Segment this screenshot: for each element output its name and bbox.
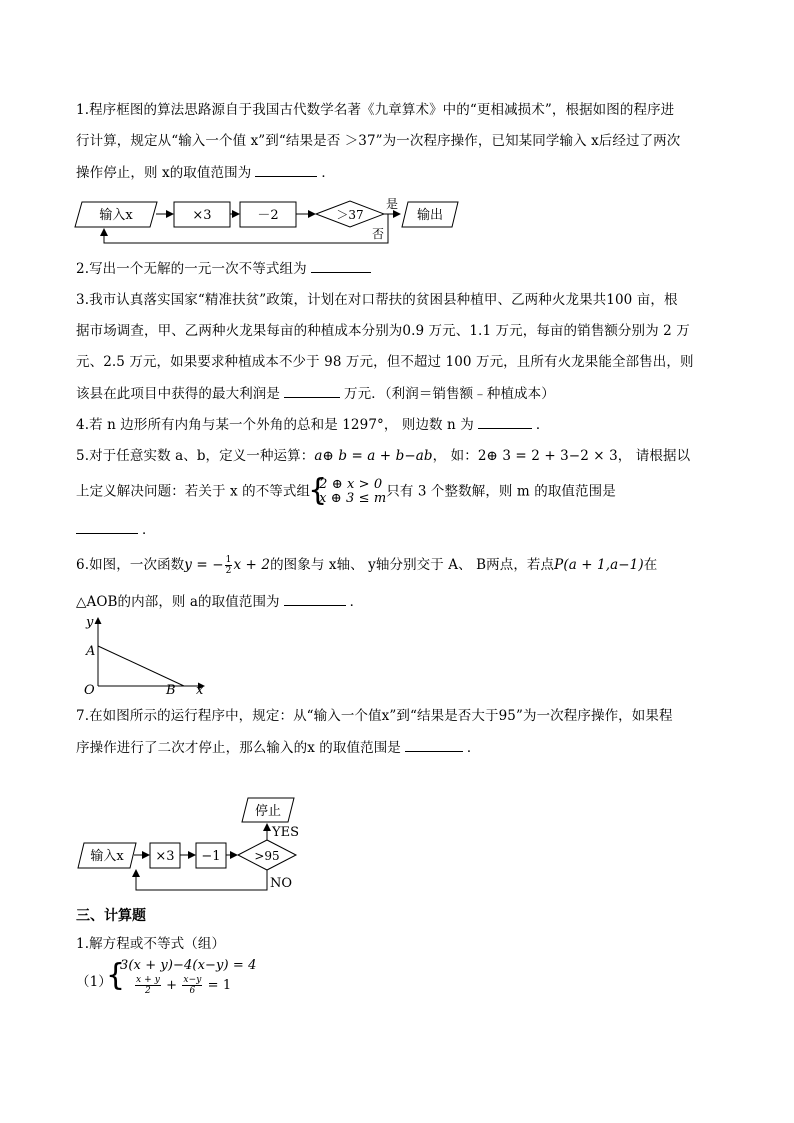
q2-line: 2.写出一个无解的一元一次不等式组为 (76, 259, 375, 278)
yes-label: 是 (386, 197, 399, 211)
point-a-label: A (86, 644, 96, 659)
answer-blank (405, 738, 463, 752)
x-axis-label: x (196, 683, 204, 698)
q7-line2: 序操作进行了二次才停止，那么输入的x 的取值范围是 ． (76, 740, 481, 756)
y-axis-label: y (86, 615, 94, 630)
fraction: $\frac{1}{2}$ (225, 555, 232, 576)
subtract-box (196, 843, 226, 868)
multiply-box (150, 843, 180, 868)
answer-blank (284, 592, 346, 606)
svg-text:＞37: ＞37 (336, 208, 364, 222)
no-label: 否 (372, 227, 385, 241)
point-b-label: B (166, 683, 176, 698)
stop-box (242, 798, 294, 822)
svg-text:×3: ×3 (155, 849, 175, 864)
input-box (75, 202, 157, 227)
svg-text:−1: −1 (201, 849, 221, 864)
svg-text:输入x: 输入x (99, 208, 133, 223)
q5-line2: 上定义解决问题：若关于 x 的不等式组 { 2 ⊕ x > 0 x ⊕ 3 ≤ m 只有 3 个整数解，则 m 的取值范围是 (76, 473, 616, 508)
condition-diamond (238, 840, 296, 870)
svg-text:>95: >95 (254, 849, 280, 863)
q6-graph (76, 612, 216, 698)
q3-line1: 3.我市认真落实国家“精准扶贫”政策，计划在对口帮扶的贫困县种植甲、乙两种火龙果共100 亩，根 (76, 292, 678, 308)
q7-flowchart (72, 790, 342, 894)
answer-blank (478, 415, 532, 429)
yes-label: YES (272, 825, 299, 840)
answer-blank (311, 259, 371, 273)
svg-text:输出: 输出 (416, 208, 444, 223)
brace: { (106, 958, 126, 993)
origin-label: O (84, 683, 95, 698)
answer-blank (284, 384, 340, 398)
inequality-system: { 2 ⊕ x > 0 x ⊕ 3 ≤ m (308, 473, 387, 508)
answer-blank (76, 520, 138, 534)
input-box (78, 843, 136, 868)
q1-line1: 1.程序框图的算法思路源自于我国古代数学名著《九章算术》中的“更相减损术”，根据如图的程序进 (76, 102, 675, 118)
q4-line: 4.若 n 边形所有内角与某一个外角的总和是 1297°， 则边数 n 为 ． (76, 417, 550, 433)
q3-line3: 元、2.5 万元，如果要求种植成本不少于 98 万元，但不超过 100 万元，且所有火龙果能全部售出，则 (76, 354, 694, 370)
q3-line4: 该县在此项目中获得的最大利润是 万元．（利润＝销售额﹣种植成本） (76, 386, 555, 402)
equation-row2: $\frac{x + y}{2}$ + $\frac{x-y}{6}$ = 1 (136, 975, 232, 996)
svg-text:－2: －2 (257, 208, 279, 223)
q5-line1: 5.对于任意实数 a、b，定义一种运算：a⊕ b = a + b−ab， 如：2⊕ 3 = 2 + 3−2 × 3， 请根据以 (76, 448, 691, 464)
condition-diamond (316, 201, 384, 227)
answer-blank (255, 163, 317, 177)
svg-text:停止: 停止 (254, 804, 282, 819)
no-label: NO (270, 876, 293, 891)
q5-line3: ． (76, 520, 156, 539)
c1-title: 1.解方程或不等式（组） (76, 936, 226, 952)
q7-line1: 7.在如图所示的运行程序中，规定：从“输入一个值x”到“结果是否大于95”为一次程序操作，如果程 (76, 708, 673, 724)
multiply-box (174, 202, 230, 227)
section-title: 三、计算题 (76, 908, 146, 924)
function-line (98, 646, 184, 686)
svg-text:输入x: 输入x (90, 849, 124, 864)
q1-line3: 操作停止，则 x的取值范围为 ． (76, 165, 335, 181)
q6-line2: △AOB的内部，则 a的取值范围为 ． (76, 594, 364, 610)
svg-text:×3: ×3 (192, 208, 212, 223)
q6-line1: 6.如图，一次函数y = − $\frac{1}{2}$ x + 2的图象与 x轴、 y轴分别交于 A、 B两点，若点P(a + 1,a−1)在 (76, 555, 658, 576)
q3-line2: 据市场调查，甲、乙两种火龙果每亩的种植成本分别为0.9 万元、1.1 万元，每亩的销售额分别为 2 万 (76, 323, 690, 339)
subtract-box (240, 202, 296, 227)
q1-line2: 行计算，规定从“输入一个值 x”到“结果是否 ＞37”为一次程序操作，已知某同学输入 x后经过了两次 (76, 133, 681, 149)
document-page: 1.程序框图的算法思路源自于我国古代数学名著《九章算术》中的“更相减损术”，根据如图的程序进 行计算，规定从“输入一个值 x”到“结果是否 ＞37”为一次程序操作，已知某同学输入 x后经过了两次 操作停止，则 x的取值范围为 ． 输入x ×3 －2 ＞37 是 输出 否 2.写出一个无解的一元一次不等式组为 3.我市认真落实国家“精准扶贫”政策，计划在对口帮扶的贫困县种植甲、乙两种火龙果共100 亩，根 据市场调查，甲、乙两种火龙果每亩的种植成本分别为0.9 万元、1.1 万元，每亩的销售额分别为 2 万 元、2.5 万元，如果要求种植成本不少于 98 万元，但不超过 100 万元，且所有火龙果能全部售出，则 该县在此项目中获得的最大利润是 万元．（利润＝销售额﹣种植成本） 4.若 n 边形所有内角与某一个外角的总和是 1297°， 则边数 n 为 ． 5.对于任意实数 a、b，定义一种运算：a⊕ b = a + b−ab， 如：2⊕ 3 = 2 + 3−2 × 3， 请根据以 上定义解决问题：若关于 x 的不等式组 { 2 ⊕ x > 0 x ⊕ 3 ≤ m 只有 3 个整数解，则 m 的取值范围是 ． 6.如图，一次函数y = − $\frac{1}{2}$ x + 2的图象与 x轴、 y轴分别交于 A、 B两点，若点P(a + 1,a−1)在 △AOB的内部，则 a的取值范围为 ． y x A O B 7.在如图所示的运行程序中，规定：从“输入一个值x”到“结果是否大于95”为一次程序操作，如果程 序操作进行了二次才停止，那么输入的x 的取值范围是 ． 停止 输入x ×3 −1 >95 YES NO 三、计算题 1.解方程或不等式（组） （1） { 3(x + y)−4(x−y) = 4 $\frac{x + y}{2}$ + $\frac{x-y}{6}$ = 1 (0, 0, 794, 1123)
output-box (402, 202, 458, 227)
q1-flowchart (70, 195, 470, 247)
